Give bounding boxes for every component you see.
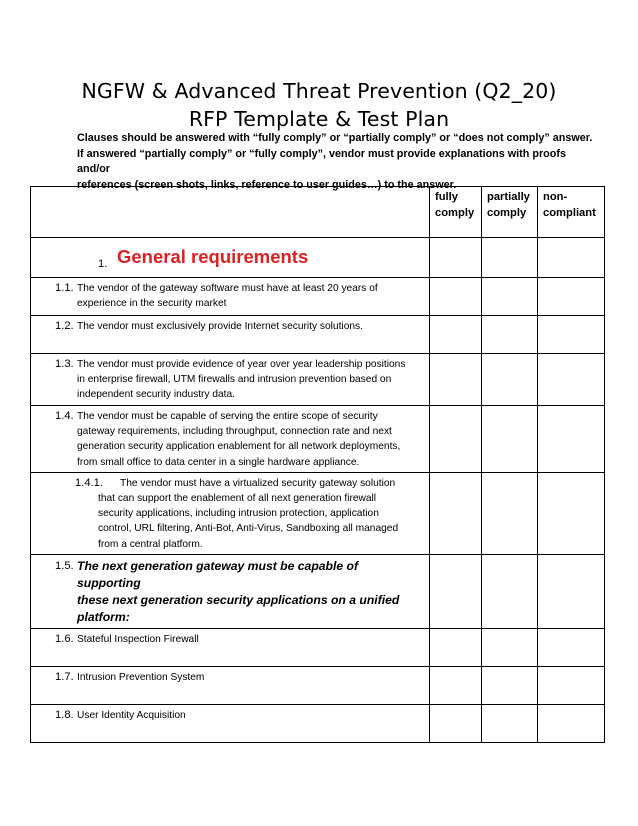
section-number: 1. bbox=[98, 258, 108, 270]
requirement-cell bbox=[31, 354, 430, 406]
partially-comply-cell[interactable] bbox=[482, 666, 538, 704]
clause-number: 1.4. bbox=[55, 410, 74, 422]
table-row bbox=[31, 316, 605, 354]
clause-text: experience in the security market bbox=[77, 298, 227, 310]
requirement-cell bbox=[31, 406, 430, 473]
header-non-compliant bbox=[538, 187, 605, 238]
section-heading-cell bbox=[31, 238, 430, 278]
partially-comply-cell[interactable] bbox=[482, 278, 538, 316]
clause-text: from a central platform. bbox=[98, 538, 203, 550]
table-header-row bbox=[31, 187, 605, 238]
clause-number: 1.6. bbox=[55, 632, 74, 645]
clause-text: security applications, including intrusion protection, application bbox=[98, 508, 379, 520]
clause-text: these next generation security applications on a unified bbox=[77, 592, 400, 607]
requirements-table bbox=[30, 186, 605, 743]
instructions bbox=[77, 131, 597, 193]
table-row bbox=[31, 406, 605, 473]
fully-comply-cell[interactable] bbox=[430, 354, 482, 406]
instructions-line: If answered “partially comply” or “fully comply”, vendor must provide explanations with proofs and/or bbox=[77, 147, 566, 175]
clause-text: independent security industry data. bbox=[77, 389, 236, 401]
table-row bbox=[31, 278, 605, 316]
clause-text: The vendor must be capable of serving the entire scope of security bbox=[77, 411, 378, 422]
clause-text: The vendor of the gateway software must have at least 20 years of bbox=[77, 283, 378, 294]
clause-number: 1.5. bbox=[55, 559, 74, 572]
fully-comply-cell[interactable] bbox=[430, 238, 482, 278]
fully-comply-cell[interactable] bbox=[430, 628, 482, 666]
partially-comply-cell[interactable] bbox=[482, 238, 538, 278]
fully-comply-cell[interactable] bbox=[430, 278, 482, 316]
clause-text: The vendor must have a virtualized security gateway solution bbox=[120, 477, 396, 489]
clause-text: Stateful Inspection Firewall bbox=[77, 633, 199, 645]
fully-comply-cell[interactable] bbox=[430, 472, 482, 554]
document-title: NGFW & Advanced Threat Prevention (Q2_20) bbox=[81, 79, 557, 103]
clause-text: The vendor must provide evidence of year over year leadership positions bbox=[77, 359, 406, 370]
clause-text: platform: bbox=[77, 609, 130, 624]
partially-comply-cell[interactable] bbox=[482, 472, 538, 554]
requirement-cell bbox=[31, 628, 430, 666]
partially-comply-cell[interactable] bbox=[482, 354, 538, 406]
instructions-line: references (screen shots, links, reference to user guides…) to the answer. bbox=[77, 178, 457, 191]
clause-number: 1.2. bbox=[55, 320, 74, 332]
clause-text: that can support the enablement of all next generation firewall bbox=[98, 493, 377, 505]
non-compliant-cell[interactable] bbox=[538, 354, 605, 406]
header-fully-comply bbox=[430, 187, 482, 238]
clause-text: generation security application enablement for all network deployments, bbox=[77, 441, 401, 453]
partially-comply-cell[interactable] bbox=[482, 704, 538, 742]
header-label: comply bbox=[435, 207, 475, 219]
partially-comply-cell[interactable] bbox=[482, 406, 538, 473]
fully-comply-cell[interactable] bbox=[430, 406, 482, 473]
fully-comply-cell[interactable] bbox=[430, 554, 482, 628]
table-row bbox=[31, 354, 605, 406]
header-partially-comply bbox=[482, 187, 538, 238]
requirement-cell bbox=[31, 278, 430, 316]
instructions-line: Clauses should be answered with “fully comply” or “partially comply” or “does not comply” answer. bbox=[77, 132, 593, 144]
document-subtitle: RFP Template & Test Plan bbox=[188, 107, 450, 131]
requirement-cell bbox=[31, 554, 430, 628]
header-label: comply bbox=[487, 207, 527, 219]
header-label: non- bbox=[543, 191, 568, 203]
section-row bbox=[31, 238, 605, 278]
non-compliant-cell[interactable] bbox=[538, 316, 605, 354]
fully-comply-cell[interactable] bbox=[430, 704, 482, 742]
non-compliant-cell[interactable] bbox=[538, 554, 605, 628]
non-compliant-cell[interactable] bbox=[538, 704, 605, 742]
table-row bbox=[31, 628, 605, 666]
non-compliant-cell[interactable] bbox=[538, 628, 605, 666]
requirement-cell bbox=[31, 666, 430, 704]
requirement-cell bbox=[31, 704, 430, 742]
requirement-cell bbox=[31, 472, 430, 554]
non-compliant-cell[interactable] bbox=[538, 278, 605, 316]
header-requirement-cell bbox=[31, 187, 430, 238]
partially-comply-cell[interactable] bbox=[482, 554, 538, 628]
fully-comply-cell[interactable] bbox=[430, 666, 482, 704]
header-label: fully bbox=[435, 191, 458, 203]
clause-text: The vendor must exclusively provide Internet security solutions. bbox=[77, 321, 363, 332]
clause-number: 1.8. bbox=[55, 708, 74, 721]
clause-text: User Identity Acquisition bbox=[77, 709, 186, 721]
section-title: General requirements bbox=[117, 246, 309, 267]
clause-number: 1.1. bbox=[55, 282, 74, 294]
table-row bbox=[31, 472, 605, 554]
partially-comply-cell[interactable] bbox=[482, 316, 538, 354]
header-label: partially bbox=[487, 191, 530, 203]
table-row bbox=[31, 704, 605, 742]
non-compliant-cell[interactable] bbox=[538, 238, 605, 278]
clause-text: The next generation gateway must be capable of supporting bbox=[77, 558, 359, 590]
header-label: compliant bbox=[543, 207, 596, 219]
table-row bbox=[31, 554, 605, 628]
fully-comply-cell[interactable] bbox=[430, 316, 482, 354]
table-row bbox=[31, 666, 605, 704]
non-compliant-cell[interactable] bbox=[538, 666, 605, 704]
clause-number: 1.3. bbox=[55, 358, 74, 370]
clause-number: 1.7. bbox=[55, 670, 74, 683]
partially-comply-cell[interactable] bbox=[482, 628, 538, 666]
clause-text: gateway requirements, including throughput, connection rate and next bbox=[77, 426, 392, 438]
non-compliant-cell[interactable] bbox=[538, 472, 605, 554]
clause-text: Intrusion Prevention System bbox=[77, 671, 205, 683]
clause-text: control, URL filtering, Anti-Bot, Anti-Virus, Sandboxing all managed bbox=[98, 523, 399, 535]
requirement-cell bbox=[31, 316, 430, 354]
clause-text: from small office to data center in a single hardware appliance. bbox=[77, 456, 360, 468]
clause-number: 1.4.1. bbox=[75, 476, 103, 489]
clause-text: in enterprise firewall, UTM firewalls and intrusion prevention based on bbox=[77, 374, 392, 386]
non-compliant-cell[interactable] bbox=[538, 406, 605, 473]
